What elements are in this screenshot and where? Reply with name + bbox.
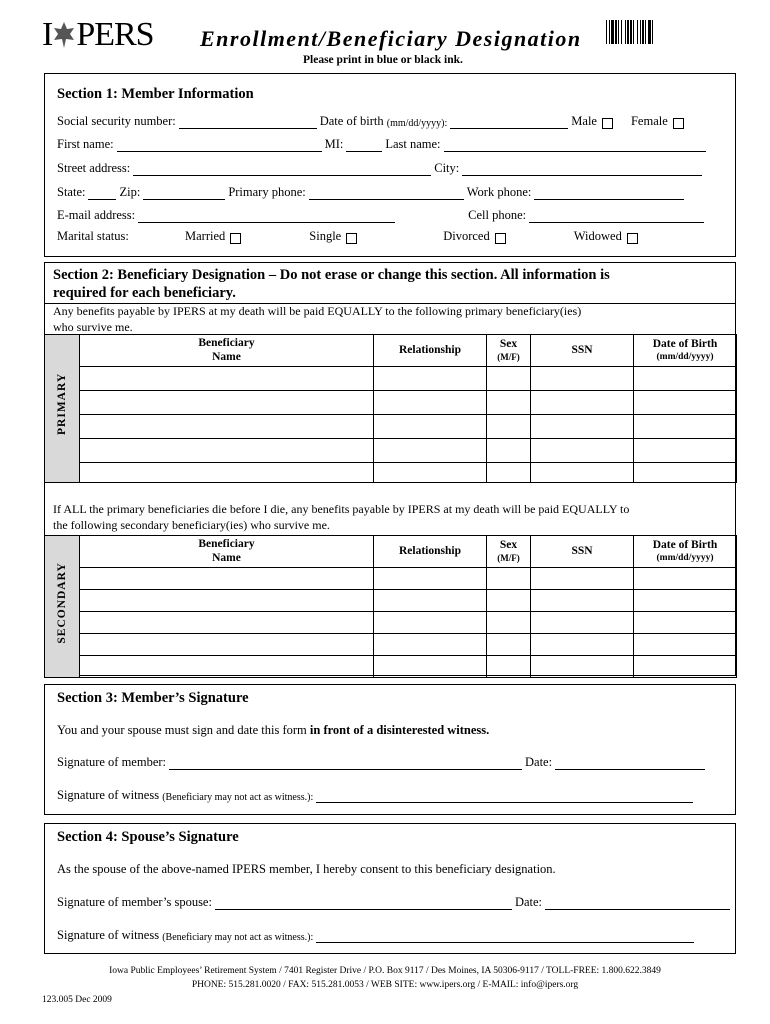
date-label: Date:	[525, 755, 553, 769]
last-name-label: Last name:	[385, 137, 441, 151]
witness-label: Signature of witness	[57, 928, 160, 942]
secondary-intro	[53, 502, 629, 533]
barcode-bar	[653, 20, 655, 44]
street-field[interactable]	[133, 163, 431, 176]
divorced-checkbox[interactable]	[495, 233, 506, 244]
section1-heading: Section 1: Member Information	[57, 86, 254, 102]
mi-field[interactable]	[346, 139, 382, 152]
col-beneficiary-name	[80, 536, 374, 568]
cell-input[interactable]	[634, 463, 737, 483]
table-row	[45, 391, 737, 415]
cell-phone-label: Cell phone:	[468, 208, 527, 222]
email-label: E-mail address:	[57, 208, 136, 222]
single-label: Single	[309, 229, 342, 243]
cell-input[interactable]	[531, 568, 634, 590]
dob-hint: (mm/dd/yyyy):	[386, 118, 448, 129]
married-checkbox[interactable]	[230, 233, 241, 244]
last-name-field[interactable]	[444, 139, 706, 152]
col-relationship: Relationship	[374, 335, 487, 367]
work-phone-field[interactable]	[534, 187, 684, 200]
cell-input[interactable]	[80, 463, 374, 483]
section2-heading	[53, 266, 610, 302]
cell-input[interactable]	[374, 656, 487, 678]
cell-input[interactable]	[487, 634, 531, 656]
marital-label: Marital status:	[57, 229, 129, 243]
col-sex-1: Sex	[499, 539, 518, 552]
primary-beneficiary-table	[44, 334, 737, 483]
male-checkbox[interactable]	[602, 118, 613, 129]
primary-phone-label: Primary phone:	[228, 185, 306, 199]
dob-field[interactable]	[450, 116, 568, 129]
female-checkbox[interactable]	[673, 118, 684, 129]
cell-input[interactable]	[487, 656, 531, 678]
email-field[interactable]	[138, 210, 395, 223]
single-checkbox[interactable]	[346, 233, 357, 244]
section1-box	[44, 73, 736, 257]
cell-input[interactable]	[531, 367, 634, 391]
section3-box	[44, 684, 736, 815]
secondary-intro-line1: If ALL the primary beneficiaries die before I die, any benefits payable by IPERS at my death will be paid EQUALLY to	[53, 502, 630, 516]
section4-consent: As the spouse of the above-named IPERS member, I hereby consent to this beneficiary designation.	[57, 862, 556, 876]
section3-instruction	[57, 723, 489, 738]
col-ssn: SSN	[531, 536, 634, 568]
dob-label: Date of birth	[319, 114, 384, 128]
zip-label: Zip:	[119, 185, 141, 199]
ipers-logo	[42, 18, 154, 52]
col-name-1: Beneficiary	[198, 336, 255, 349]
cell-input[interactable]	[531, 656, 634, 678]
footer-line2: PHONE: 515.281.0020 / FAX: 515.281.0053 / WEB SITE: www.ipers.org / E-MAIL: info@ipers.org	[191, 980, 579, 990]
col-sex-1: Sex	[499, 338, 518, 351]
cell-input[interactable]	[374, 568, 487, 590]
secondary-side-label	[45, 536, 80, 678]
witness-note: (Beneficiary may not act as witness.):	[162, 792, 314, 803]
table-row	[45, 415, 737, 439]
logo-text-left: I	[42, 16, 53, 53]
cell-input[interactable]	[634, 439, 737, 463]
table-row	[45, 463, 737, 483]
secondary-intro-line2: the following secondary beneficiary(ies) who survive me.	[53, 517, 330, 532]
primary-intro	[53, 304, 581, 335]
cell-input[interactable]	[374, 463, 487, 483]
cell-input[interactable]	[487, 568, 531, 590]
female-label: Female	[630, 114, 668, 128]
secondary-beneficiary-table	[44, 535, 737, 678]
section4-heading: Section 4: Spouse’s Signature	[57, 829, 239, 845]
table-row	[45, 439, 737, 463]
barcode	[606, 20, 692, 44]
state-field[interactable]	[88, 187, 116, 200]
cell-input[interactable]	[487, 612, 531, 634]
col-name-2: Name	[212, 350, 241, 363]
divorced-label: Divorced	[443, 229, 490, 243]
instruction-plain: You and your spouse must sign and date this form	[57, 723, 310, 737]
cell-input[interactable]	[80, 656, 374, 678]
spouse-date-field[interactable]	[545, 897, 730, 910]
col-dob-2: (mm/dd/yyyy)	[656, 351, 714, 362]
cell-input[interactable]	[80, 391, 374, 415]
cell-input[interactable]	[374, 415, 487, 439]
cell-input[interactable]	[374, 634, 487, 656]
table-row	[45, 568, 737, 590]
col-dob-1: Date of Birth	[652, 538, 718, 551]
cell-input[interactable]	[634, 415, 737, 439]
logo-text-right: PERS	[76, 16, 154, 53]
witness-note: (Beneficiary may not act as witness.):	[162, 932, 314, 943]
col-beneficiary-name	[80, 335, 374, 367]
instruction-bold: in front of a disinterested witness.	[309, 723, 490, 737]
col-relationship: Relationship	[374, 536, 487, 568]
witness-label: Signature of witness	[57, 788, 160, 802]
city-field[interactable]	[462, 163, 702, 176]
leaf-icon	[53, 21, 75, 49]
cell-input[interactable]	[531, 415, 634, 439]
mi-label: MI:	[324, 137, 344, 151]
married-label: Married	[185, 229, 226, 243]
footer-line1: Iowa Public Employees’ Retirement System / 7401 Register Drive / P.O. Box 9117 / Des Moines, IA 50306-9117 / TOLL-FREE: 1.800.622.3849	[109, 966, 661, 976]
col-ssn: SSN	[531, 335, 634, 367]
cell-input[interactable]	[531, 634, 634, 656]
cell-input[interactable]	[634, 612, 737, 634]
col-sex	[487, 536, 531, 568]
section3-heading: Section 3: Member’s Signature	[57, 690, 249, 706]
primary-label: PRIMARY	[56, 372, 69, 435]
cell-input[interactable]	[634, 590, 737, 612]
secondary-label: SECONDARY	[56, 562, 69, 644]
witness-field[interactable]	[316, 930, 694, 943]
witness-field[interactable]	[316, 790, 693, 803]
cell-input[interactable]	[634, 656, 737, 678]
primary-side-label	[45, 335, 80, 483]
form-title: Enrollment/Beneficiary Designation	[200, 26, 582, 51]
cell-input[interactable]	[80, 367, 374, 391]
first-name-label: First name:	[57, 137, 114, 151]
table-row	[45, 612, 737, 634]
work-phone-label: Work phone:	[466, 185, 532, 199]
sig-member-label: Signature of member:	[57, 755, 166, 769]
male-label: Male	[571, 114, 597, 128]
ssn-label: Social security number:	[57, 114, 176, 128]
cell-input[interactable]	[634, 367, 737, 391]
widowed-checkbox[interactable]	[627, 233, 638, 244]
cell-phone-field[interactable]	[529, 210, 704, 223]
city-label: City:	[434, 161, 460, 175]
cell-input[interactable]	[487, 415, 531, 439]
col-dob-1: Date of Birth	[652, 337, 718, 350]
sig-spouse-label: Signature of member’s spouse:	[57, 895, 212, 909]
form-subtitle: Please print in blue or black ink.	[303, 54, 463, 66]
col-sex	[487, 335, 531, 367]
cell-input[interactable]	[634, 568, 737, 590]
cell-input[interactable]	[374, 612, 487, 634]
widowed-label: Widowed	[573, 229, 622, 243]
cell-input[interactable]	[634, 391, 737, 415]
table-row	[45, 367, 737, 391]
form-code: 123.005 Dec 2009	[42, 995, 112, 1005]
sig-member-field[interactable]	[169, 757, 522, 770]
cell-input[interactable]	[80, 634, 374, 656]
table-row	[45, 634, 737, 656]
cell-input[interactable]	[487, 590, 531, 612]
section4-box	[44, 823, 736, 954]
cell-input[interactable]	[487, 391, 531, 415]
member-date-field[interactable]	[555, 757, 705, 770]
cell-input[interactable]	[80, 439, 374, 463]
cell-input[interactable]	[531, 612, 634, 634]
cell-input[interactable]	[487, 463, 531, 483]
table-row	[45, 590, 737, 612]
cell-input[interactable]	[531, 391, 634, 415]
col-sex-2: (M/F)	[497, 553, 520, 563]
date-label: Date:	[514, 895, 543, 909]
section2-heading-line2: required for each beneficiary.	[53, 285, 236, 302]
cell-input[interactable]	[487, 439, 531, 463]
primary-intro-line2: who survive me.	[53, 319, 133, 334]
cell-input[interactable]	[80, 415, 374, 439]
cell-input[interactable]	[487, 367, 531, 391]
street-label: Street address:	[57, 161, 131, 175]
cell-input[interactable]	[531, 439, 634, 463]
cell-input[interactable]	[374, 367, 487, 391]
primary-phone-field[interactable]	[309, 187, 464, 200]
cell-input[interactable]	[80, 612, 374, 634]
cell-input[interactable]	[80, 568, 374, 590]
primary-intro-line1: Any benefits payable by IPERS at my death will be paid EQUALLY to the following primary beneficiary(ies)	[53, 304, 582, 318]
col-dob-2: (mm/dd/yyyy)	[656, 552, 714, 563]
first-name-field[interactable]	[117, 139, 322, 152]
col-dob	[634, 536, 737, 568]
zip-field[interactable]	[143, 187, 225, 200]
cell-input[interactable]	[374, 590, 487, 612]
cell-input[interactable]	[634, 634, 737, 656]
col-sex-2: (M/F)	[497, 352, 520, 362]
col-dob	[634, 335, 737, 367]
cell-input[interactable]	[374, 439, 487, 463]
sig-spouse-field[interactable]	[215, 897, 512, 910]
cell-input[interactable]	[531, 463, 634, 483]
cell-input[interactable]	[374, 391, 487, 415]
state-label: State:	[57, 185, 86, 199]
cell-input[interactable]	[80, 590, 374, 612]
section2-heading-line1: Section 2: Beneficiary Designation – Do not erase or change this section. All information is	[53, 267, 610, 283]
col-name-1: Beneficiary	[198, 537, 255, 550]
ssn-field[interactable]	[179, 116, 317, 129]
table-row	[45, 656, 737, 678]
col-name-2: Name	[212, 551, 241, 564]
cell-input[interactable]	[531, 590, 634, 612]
